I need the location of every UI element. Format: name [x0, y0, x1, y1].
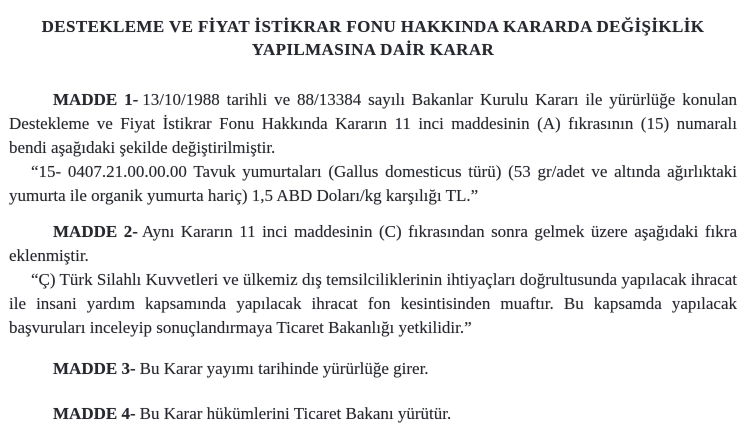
document-title-line-2: YAPILMASINA DAİR KARAR: [251, 40, 495, 59]
quote-bent-15: [9, 160, 737, 208]
article-madde-2: [9, 220, 737, 268]
article-madde-1-label: MADDE 1-: [53, 90, 139, 109]
article-madde-1: [9, 88, 737, 160]
article-madde-3: [9, 357, 737, 381]
document-title-line-1: DESTEKLEME VE FİYAT İSTİKRAR FONU HAKKINDA KARARDA DEĞİŞİKLİK: [41, 17, 705, 36]
quote-fikra-c: [9, 268, 737, 340]
article-madde-3-text: Bu Karar yayımı tarihinde yürürlüğe girer.: [139, 359, 429, 378]
article-madde-3-label: MADDE 3-: [53, 359, 136, 378]
article-madde-4: [9, 402, 737, 426]
quote-bent-15-text: “15- 0407.21.00.00.00 Tavuk yumurtaları (Gallus domesticus türü) (53 gr/adet ve altında ağırlıktaki yumurta ile organik yumurta hariç) 1,5 ABD Doları/kg karşılığı TL.”: [9, 162, 737, 205]
article-madde-4-text: Bu Karar hükümlerini Ticaret Bakanı yürütür.: [139, 404, 452, 423]
quote-fikra-c-text: “Ç) Türk Silahlı Kuvvetleri ve ülkemiz dış temsilciliklerinin ihtiyaçları doğrultusunda yapılacak ihracat ile insani yardım kapsamında yapılacak ihracat fon kesintisinden muaftır. Bu kapsamda yapılacak başvuruları inceleyip sonuçlandırmaya Ticaret Bakanlığı yetkilidir.”: [9, 270, 737, 337]
article-madde-2-label: MADDE 2-: [53, 222, 138, 241]
article-madde-1-text: 13/10/1988 tarihli ve 88/13384 sayılı Bakanlar Kurulu Kararı ile yürürlüğe konulan Destekleme ve Fiyat İstikrar Fonu Hakkında Kararın 11 inci maddesinin (A) fıkrasının (15) numaralı bendi aşağıdaki şekilde değiştirilmiştir.: [9, 90, 737, 157]
article-madde-4-label: MADDE 4-: [53, 404, 136, 423]
document-title: [9, 15, 737, 61]
article-madde-2-text: Aynı Kararın 11 inci maddesinin (C) fıkrasından sonra gelmek üzere aşağıdaki fıkra eklenmiştir.: [9, 222, 737, 265]
